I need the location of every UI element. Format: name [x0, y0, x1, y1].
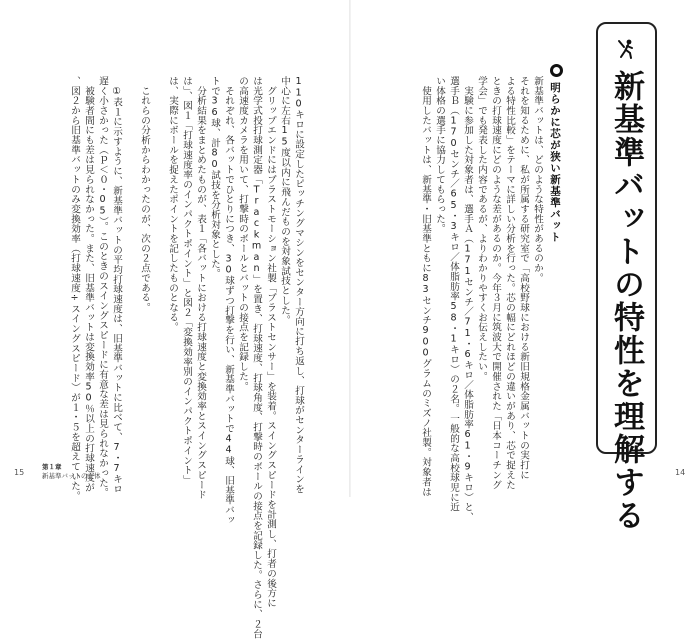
running-head-chapter: 第１章	[42, 463, 62, 471]
page-gutter	[349, 0, 351, 497]
running-head	[42, 463, 101, 481]
body-column: 使用したバットは、新基準・旧基準ともに83センチ900グラムのミズノ社製。対象者は	[420, 76, 431, 497]
body-column: よる特性比較」をテーマに詳しい分析を行った。芯の幅にどれほどの違いがあり、芯で捉えた	[504, 76, 515, 490]
body-column: それを知るために、私が所属する研究室で「高校野球における新旧規格金属バットの実打に	[518, 76, 529, 480]
body-column: ときの打球速度にどのような差があるのか。今年３月に筑波大で開催された「日本コーチング	[490, 76, 501, 490]
body-column: トで36球、計80試技を分析対象とした。	[209, 76, 220, 279]
body-column: 新基準バットは、どのような特性があるのか。	[532, 76, 543, 283]
body-column: 選手Ｂ（170センチ／65・3キロ／体脂肪率58・1キロ）の２名。一般的な高校球児に近	[448, 76, 459, 513]
body-column: 分析結果をまとめたものが、表１「各バットにおける打球速度と変換効率とスイングスピード	[195, 76, 206, 500]
chapter-title: 新基準バットの特性を理解する	[608, 70, 644, 532]
subheading-text: 明らかに芯が狭い新基準バット	[549, 82, 561, 243]
body-column: 中心に左右15度以内に飛んだものを対象試技とした。	[279, 76, 290, 326]
body-column: は、実際にボールを捉えたポイントを記したものとなる。	[167, 76, 178, 333]
body-column: は」、図１「打球速度率のインパクトポイント」と図２「変換効率別のインパクトポイント」	[181, 76, 192, 485]
chapter-title-box	[596, 22, 657, 532]
body-column: 学会」でも発表した内容であるが、よりわかりやすくお伝えしたい。	[476, 76, 487, 382]
body-column: グリップエンドにはブラストモーション社製「ブラストセンサー」を装着。スイングスピードを計測し、打者の後方に	[265, 76, 276, 608]
body-column: 、図２から旧基準バットのみ変換効率（打球速度÷スイングスピード）が１・５を超えていた。	[69, 76, 80, 501]
body-column: は光学式投打球測定器「Trackman」を置き、打球速度、打球角度、打撃時のボールの接点を記録した。さらに、２台	[251, 76, 262, 639]
body-column: 110キロに設定したピッチングマシンをセンター方向に打ち返し、打球がセンターラインを	[293, 76, 304, 494]
body-column: ①表１に示すように、新基準バットの平均打球速度は、旧基準バットに比べて、7・7キロ	[111, 76, 122, 494]
page-number-left: 15	[14, 468, 25, 477]
body-column: の高速度カメラを用いて、打撃時のボールとバットの接点を記録した。	[237, 76, 248, 392]
body-column: これらの分析からわかったのが、次の２点である。	[139, 76, 150, 313]
running-head-section: 新基準バットの正体	[42, 472, 101, 480]
bullet-icon	[550, 64, 563, 77]
body-column: それぞれ、各バットでひとりにつき、30球ずつ打撃を行い、新基準バットで44球、旧基準バッ	[223, 76, 234, 525]
body-column: 遅く小さかった（ｐ＜０・05）。このときのスイングスピードに有意な差は見られなかった。	[97, 76, 108, 498]
body-column: 被験者間にも差は見られなかった。また、旧基準バットは変換効率50％以上の打球速度が	[83, 76, 94, 493]
batter-icon	[616, 38, 638, 60]
body-column: い体格の選手に協力してもらった。	[434, 76, 445, 234]
page-number-right: 14	[675, 468, 686, 477]
section-subheading	[548, 64, 566, 304]
body-column: 実験に参加した対象者は、選手Ａ（171センチ／71・6キロ／体脂肪率61・9キロ）と、	[462, 76, 473, 522]
